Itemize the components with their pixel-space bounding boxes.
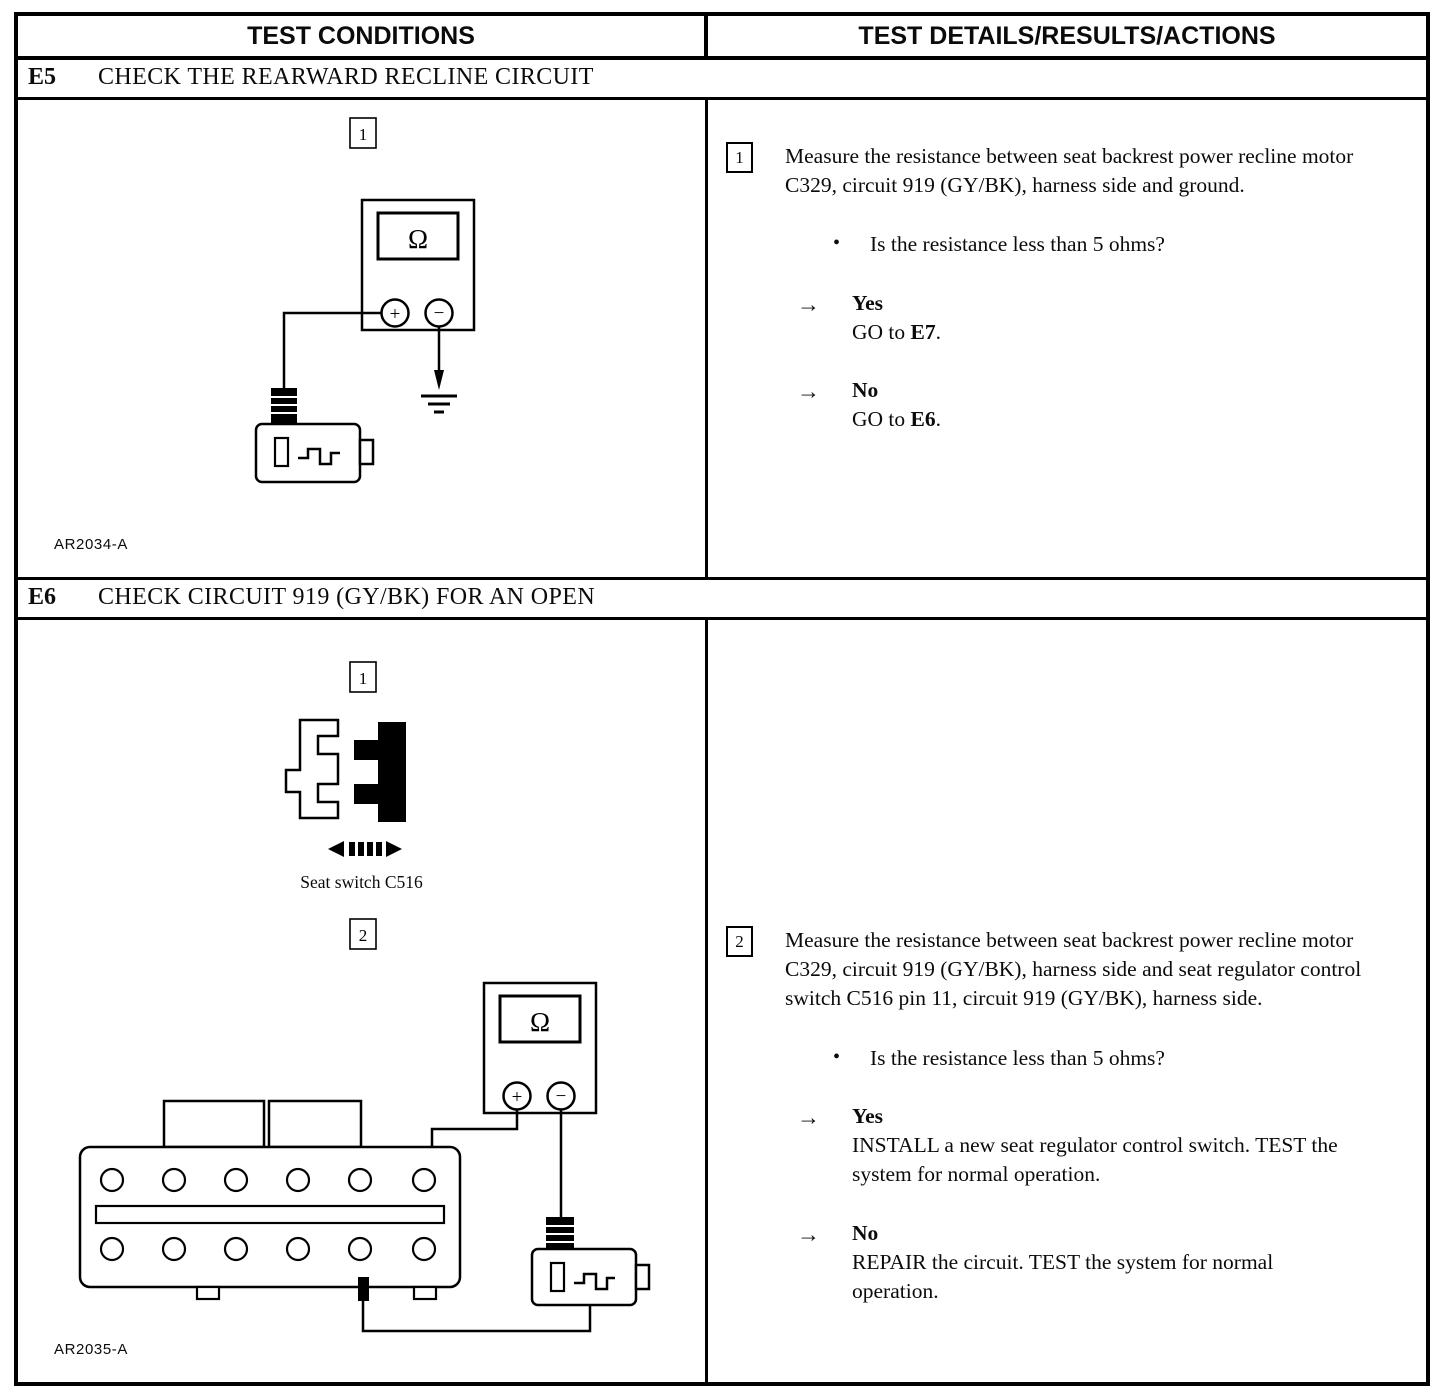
section-e6-content (18, 620, 1426, 1382)
e5-step-1 (726, 100, 1406, 435)
section-id-e6: E6 (28, 584, 57, 610)
result-yes-label: Yes (852, 290, 884, 315)
question-text: Is the resistance less than 5 ohms? (870, 1045, 1165, 1070)
pinpoint-test-table (14, 12, 1430, 1386)
e6-step-2 (726, 620, 1406, 1306)
arrow-right-icon: → (797, 379, 820, 405)
section-header-e5 (18, 60, 1426, 100)
arrow-right-icon: → (797, 1104, 820, 1130)
goto-target: E6 (910, 407, 936, 432)
svg-text:+: + (389, 304, 400, 325)
svg-text:+: + (511, 1087, 522, 1108)
step-number-badge: 1 (726, 142, 753, 173)
result-yes-label: Yes (852, 1103, 884, 1128)
ohmmeter-icon (484, 983, 596, 1113)
e6-wiring-diagram (32, 915, 692, 1353)
section-header-e6 (18, 580, 1426, 620)
recline-motor-connector-icon (532, 1217, 649, 1305)
instruction-text: Measure the resistance between seat backrest power recline motor C329, circuit 919 (GY/BK), harness side and seat regulator control switch C516 pin 11, circuit 919 (GY/BK), harness side. (785, 928, 1362, 1011)
section-title-e5: CHECK THE REARWARD RECLINE CIRCUIT (98, 64, 594, 90)
arrow-right-icon: → (797, 291, 820, 317)
result-yes (797, 1102, 1397, 1190)
recline-motor-connector-icon (256, 388, 373, 482)
figure-step-box (350, 919, 376, 949)
goto-target: E7 (910, 319, 936, 344)
figure-id-label: AR2035-A (54, 1341, 129, 1358)
step-number-badge: 2 (726, 926, 753, 957)
figure-caption: Seat switch C516 (300, 872, 423, 892)
ohmmeter-icon (362, 200, 474, 330)
column-header-test-details: TEST DETAILS/RESULTS/ACTIONS (858, 22, 1276, 50)
svg-text:1: 1 (358, 125, 367, 144)
svg-text:Ω: Ω (407, 224, 428, 254)
table-header-row (18, 16, 1426, 60)
result-no-label: No (852, 1220, 879, 1245)
e5-figure-cell (18, 100, 708, 577)
result-no-action: REPAIR the circuit. TEST the system for normal operation. (852, 1249, 1274, 1304)
svg-text:−: − (555, 1086, 566, 1107)
question-text: Is the resistance less than 5 ohms? (870, 232, 1165, 257)
svg-text:−: − (433, 303, 444, 324)
switch-connector-half-icon (286, 720, 338, 818)
e6-details-cell (708, 620, 1426, 1382)
control-switch-connector-icon (80, 1101, 460, 1301)
section-e5-content (18, 100, 1426, 580)
result-no-action: GO to E6. (852, 407, 941, 432)
result-yes-action: INSTALL a new seat regulator control switch. TEST the system for normal operation. (852, 1133, 1338, 1187)
result-yes-action: GO to E7. (852, 319, 941, 344)
question-row (833, 1044, 1397, 1073)
figure-step-box (350, 662, 376, 692)
e5-details-cell (708, 100, 1426, 577)
svg-text:2: 2 (358, 926, 367, 945)
figure-step-box (350, 118, 376, 148)
disconnect-arrows-icon (328, 841, 402, 857)
result-no (797, 1219, 1397, 1307)
result-no (797, 376, 1397, 434)
ground-symbol-icon (421, 370, 457, 412)
result-yes (797, 289, 1397, 347)
column-header-test-conditions: TEST CONDITIONS (18, 16, 708, 56)
section-title-e6: CHECK CIRCUIT 919 (GY/BK) FOR AN OPEN (98, 584, 596, 610)
svg-text:Ω: Ω (529, 1007, 550, 1037)
switch-connector-black-half-icon (354, 722, 406, 822)
arrow-right-icon: → (797, 1221, 820, 1247)
e6-seat-switch-diagram (32, 658, 692, 870)
section-id-e5: E5 (28, 64, 57, 90)
instruction-text: Measure the resistance between seat backrest power recline motor C329, circuit 919 (GY/BK), harness side and ground. (785, 144, 1354, 198)
bullet-icon: • (833, 1045, 841, 1068)
question-row (833, 230, 1397, 259)
e6-figure-cell (18, 620, 708, 1382)
figure-id-label: AR2034-A (54, 536, 129, 553)
svg-text:1: 1 (358, 669, 367, 688)
bullet-icon: • (833, 232, 841, 255)
e5-wiring-diagram (32, 100, 692, 520)
result-no-label: No (852, 378, 879, 403)
